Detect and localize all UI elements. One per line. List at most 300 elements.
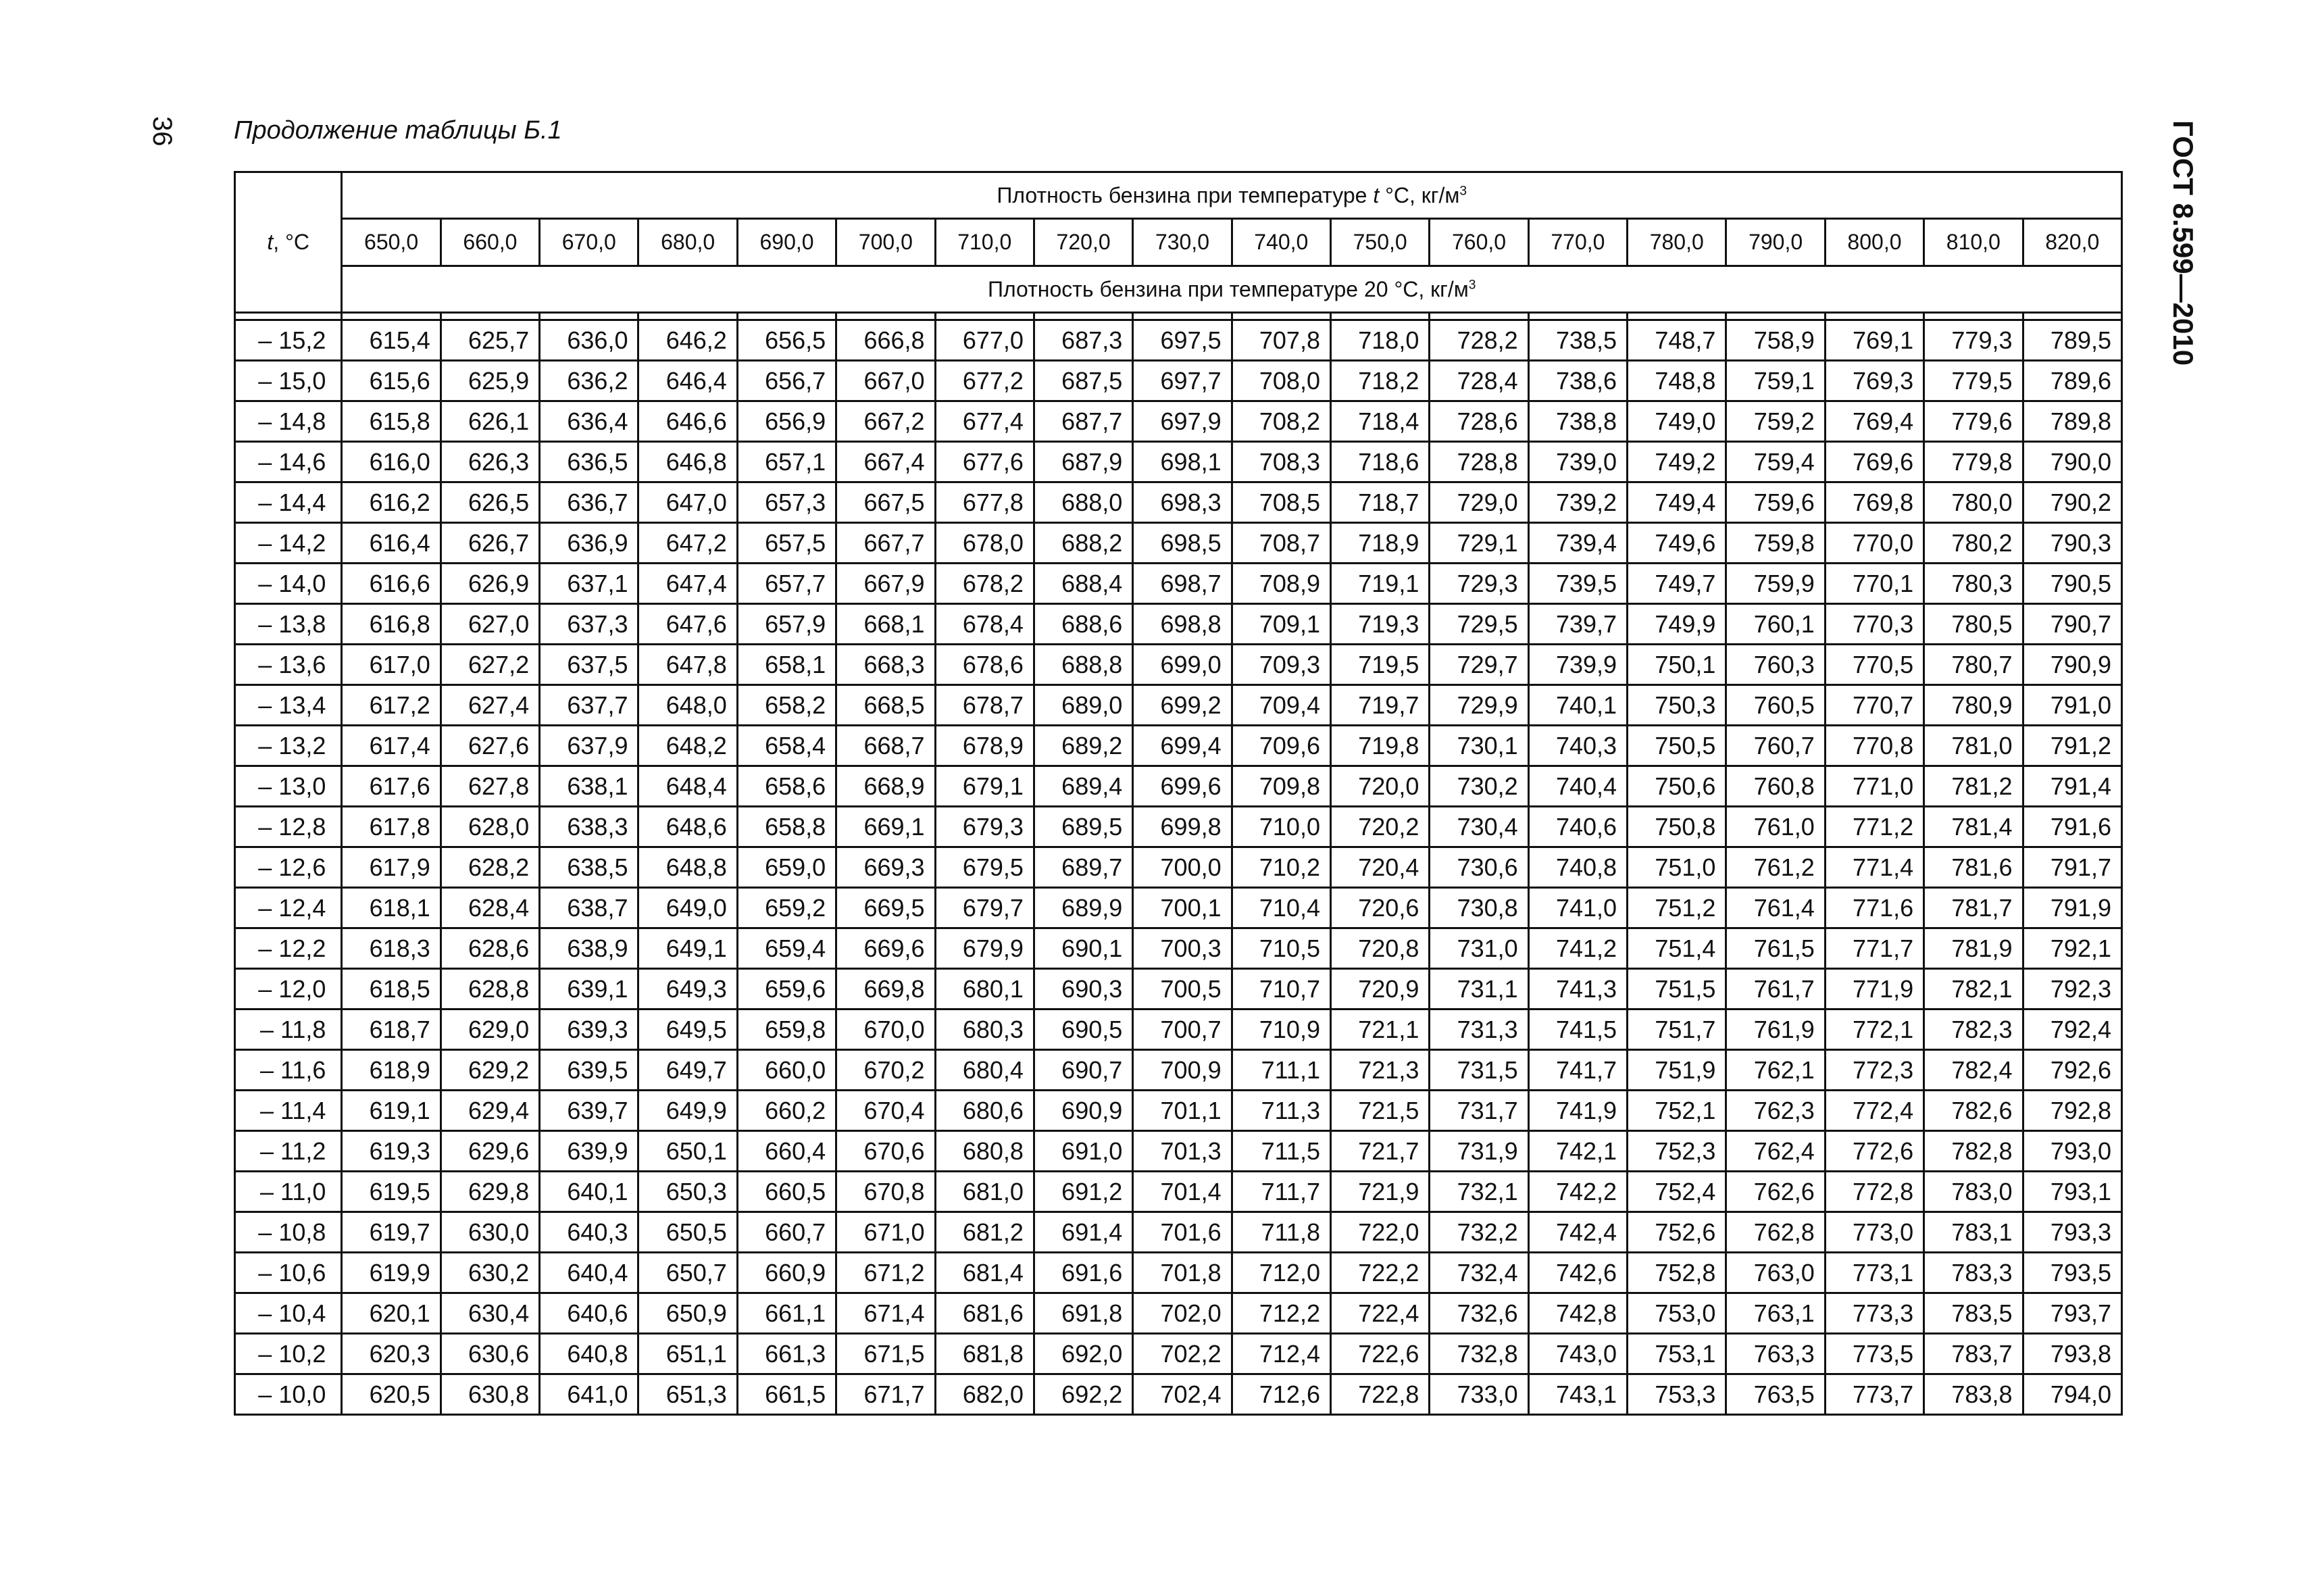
density-cell: 630,4 xyxy=(441,1293,539,1334)
density-cell: 682,0 xyxy=(935,1374,1034,1415)
header-bottom-unit-exp: 3 xyxy=(1468,277,1476,292)
density-cell: 615,8 xyxy=(342,401,441,442)
density-cell: 699,0 xyxy=(1133,645,1232,685)
density-cell: 793,1 xyxy=(2023,1172,2122,1212)
density-cell: 794,0 xyxy=(2023,1374,2122,1415)
density-cell: 680,8 xyxy=(935,1131,1034,1172)
density-cell: 620,3 xyxy=(342,1334,441,1374)
table-row xyxy=(235,766,2122,807)
density-cell: 688,6 xyxy=(1034,604,1132,645)
density-cell: 780,3 xyxy=(1924,564,2023,604)
density-cell: 792,8 xyxy=(2023,1091,2122,1131)
density-cell: 710,7 xyxy=(1232,969,1330,1009)
density-cell: 782,8 xyxy=(1924,1131,2023,1172)
density-cell: 659,8 xyxy=(737,1009,836,1050)
density-cell: 619,5 xyxy=(342,1172,441,1212)
density-cell: 719,7 xyxy=(1330,685,1429,726)
density-cell: 771,9 xyxy=(1825,969,1923,1009)
density-cell: 721,3 xyxy=(1330,1050,1429,1091)
density-columns-row xyxy=(235,219,2122,266)
density-cell: 779,6 xyxy=(1924,401,2023,442)
density-cell: 789,5 xyxy=(2023,320,2122,361)
density-cell: 772,1 xyxy=(1825,1009,1923,1050)
temperature-cell: – 14,4 xyxy=(235,482,342,523)
density-cell: 628,0 xyxy=(441,807,539,847)
table-caption: Продолжение таблицы Б.1 xyxy=(234,116,562,145)
density-cell: 771,4 xyxy=(1825,847,1923,888)
density-cell: 721,7 xyxy=(1330,1131,1429,1172)
density-cell: 781,7 xyxy=(1924,888,2023,928)
density-cell: 751,2 xyxy=(1628,888,1726,928)
temperature-cell: – 13,6 xyxy=(235,645,342,685)
density-cell: 710,9 xyxy=(1232,1009,1330,1050)
density-cell: 782,6 xyxy=(1924,1091,2023,1131)
temperature-cell: – 11,6 xyxy=(235,1050,342,1091)
density-cell: 779,5 xyxy=(1924,361,2023,401)
density-cell: 638,7 xyxy=(540,888,638,928)
density-cell: 690,7 xyxy=(1034,1050,1132,1091)
density-cell: 626,9 xyxy=(441,564,539,604)
density-cell: 627,2 xyxy=(441,645,539,685)
density-cell: 781,4 xyxy=(1924,807,2023,847)
gap-cell xyxy=(1034,313,1132,320)
temperature-cell: – 12,2 xyxy=(235,928,342,969)
gap-cell xyxy=(737,313,836,320)
density-cell: 739,4 xyxy=(1528,523,1627,564)
density-cell: 691,4 xyxy=(1034,1212,1132,1253)
density-cell: 749,7 xyxy=(1628,564,1726,604)
density-cell: 789,8 xyxy=(2023,401,2122,442)
density-cell: 790,3 xyxy=(2023,523,2122,564)
density-cell: 791,6 xyxy=(2023,807,2122,847)
density-cell: 669,8 xyxy=(836,969,935,1009)
density-cell: 789,6 xyxy=(2023,361,2122,401)
gap-cell xyxy=(342,313,441,320)
density-cell: 616,8 xyxy=(342,604,441,645)
density-cell: 771,2 xyxy=(1825,807,1923,847)
density-cell: 731,1 xyxy=(1430,969,1528,1009)
density-cell: 732,6 xyxy=(1430,1293,1528,1334)
density-cell: 710,2 xyxy=(1232,847,1330,888)
density-cell: 783,8 xyxy=(1924,1374,2023,1415)
temperature-cell: – 15,0 xyxy=(235,361,342,401)
density-cell: 783,3 xyxy=(1924,1253,2023,1293)
density-cell: 699,4 xyxy=(1133,726,1232,766)
temperature-cell: – 10,4 xyxy=(235,1293,342,1334)
density-cell: 629,0 xyxy=(441,1009,539,1050)
temperature-cell: – 12,4 xyxy=(235,888,342,928)
density-cell: 656,9 xyxy=(737,401,836,442)
density-column-header: 790,0 xyxy=(1726,219,1825,266)
density-cell: 732,2 xyxy=(1430,1212,1528,1253)
density-cell: 761,0 xyxy=(1726,807,1825,847)
density-cell: 780,7 xyxy=(1924,645,2023,685)
density-cell: 666,8 xyxy=(836,320,935,361)
density-cell: 616,6 xyxy=(342,564,441,604)
density-cell: 780,2 xyxy=(1924,523,2023,564)
density-cell: 646,4 xyxy=(638,361,737,401)
density-cell: 718,6 xyxy=(1330,442,1429,482)
density-cell: 638,5 xyxy=(540,847,638,888)
density-cell: 647,0 xyxy=(638,482,737,523)
density-cell: 698,1 xyxy=(1133,442,1232,482)
temperature-cell: – 13,8 xyxy=(235,604,342,645)
density-cell: 657,7 xyxy=(737,564,836,604)
density-cell: 732,8 xyxy=(1430,1334,1528,1374)
gap-cell xyxy=(1232,313,1330,320)
density-cell: 648,8 xyxy=(638,847,737,888)
density-cell: 741,2 xyxy=(1528,928,1627,969)
density-cell: 670,0 xyxy=(836,1009,935,1050)
gap-cell xyxy=(441,313,539,320)
density-cell: 617,9 xyxy=(342,847,441,888)
density-cell: 753,3 xyxy=(1628,1374,1726,1415)
density-cell: 730,4 xyxy=(1430,807,1528,847)
header-bottom xyxy=(342,266,2122,313)
table-row xyxy=(235,1293,2122,1334)
density-cell: 629,6 xyxy=(441,1131,539,1172)
density-cell: 678,7 xyxy=(935,685,1034,726)
density-cell: 748,8 xyxy=(1628,361,1726,401)
density-cell: 660,2 xyxy=(737,1091,836,1131)
density-cell: 731,9 xyxy=(1430,1131,1528,1172)
gap-cell xyxy=(540,313,638,320)
table-row xyxy=(235,1050,2122,1091)
density-cell: 710,4 xyxy=(1232,888,1330,928)
density-cell: 738,8 xyxy=(1528,401,1627,442)
density-cell: 762,8 xyxy=(1726,1212,1825,1253)
density-cell: 680,4 xyxy=(935,1050,1034,1091)
density-cell: 681,2 xyxy=(935,1212,1034,1253)
density-cell: 743,0 xyxy=(1528,1334,1627,1374)
density-cell: 790,0 xyxy=(2023,442,2122,482)
table-row xyxy=(235,604,2122,645)
table-row xyxy=(235,1009,2122,1050)
density-cell: 616,0 xyxy=(342,442,441,482)
density-cell: 618,1 xyxy=(342,888,441,928)
density-cell: 773,5 xyxy=(1825,1334,1923,1374)
density-cell: 667,7 xyxy=(836,523,935,564)
density-cell: 701,3 xyxy=(1133,1131,1232,1172)
density-cell: 626,1 xyxy=(441,401,539,442)
density-cell: 700,9 xyxy=(1133,1050,1232,1091)
density-cell: 701,1 xyxy=(1133,1091,1232,1131)
density-cell: 749,6 xyxy=(1628,523,1726,564)
table-row xyxy=(235,1334,2122,1374)
density-cell: 659,4 xyxy=(737,928,836,969)
density-cell: 651,3 xyxy=(638,1374,737,1415)
density-cell: 656,7 xyxy=(737,361,836,401)
table-row xyxy=(235,1374,2122,1415)
density-cell: 791,0 xyxy=(2023,685,2122,726)
density-cell: 738,5 xyxy=(1528,320,1627,361)
density-cell: 773,7 xyxy=(1825,1374,1923,1415)
density-column-header: 780,0 xyxy=(1628,219,1726,266)
table-row xyxy=(235,1091,2122,1131)
gap-cell xyxy=(1628,313,1726,320)
density-cell: 678,2 xyxy=(935,564,1034,604)
density-cell: 782,1 xyxy=(1924,969,2023,1009)
density-cell: 709,1 xyxy=(1232,604,1330,645)
density-cell: 668,5 xyxy=(836,685,935,726)
density-cell: 649,7 xyxy=(638,1050,737,1091)
density-cell: 681,4 xyxy=(935,1253,1034,1293)
density-cell: 712,4 xyxy=(1232,1334,1330,1374)
density-column-header: 740,0 xyxy=(1232,219,1330,266)
density-cell: 669,6 xyxy=(836,928,935,969)
density-cell: 771,6 xyxy=(1825,888,1923,928)
density-cell: 661,3 xyxy=(737,1334,836,1374)
density-cell: 677,4 xyxy=(935,401,1034,442)
density-cell: 782,4 xyxy=(1924,1050,2023,1091)
density-cell: 728,2 xyxy=(1430,320,1528,361)
density-column-header: 650,0 xyxy=(342,219,441,266)
density-cell: 742,2 xyxy=(1528,1172,1627,1212)
density-cell: 708,5 xyxy=(1232,482,1330,523)
density-cell: 722,2 xyxy=(1330,1253,1429,1293)
density-cell: 646,6 xyxy=(638,401,737,442)
density-column-header: 700,0 xyxy=(836,219,935,266)
gap-cell xyxy=(1825,313,1923,320)
gap-cell xyxy=(836,313,935,320)
density-cell: 628,4 xyxy=(441,888,539,928)
gap-cell xyxy=(1924,313,2023,320)
density-cell: 740,3 xyxy=(1528,726,1627,766)
density-cell: 626,3 xyxy=(441,442,539,482)
density-cell: 783,1 xyxy=(1924,1212,2023,1253)
density-cell: 667,4 xyxy=(836,442,935,482)
density-cell: 647,8 xyxy=(638,645,737,685)
density-cell: 750,3 xyxy=(1628,685,1726,726)
density-cell: 692,2 xyxy=(1034,1374,1132,1415)
density-cell: 783,7 xyxy=(1924,1334,2023,1374)
temperature-cell: – 12,6 xyxy=(235,847,342,888)
density-cell: 769,8 xyxy=(1825,482,1923,523)
density-cell: 751,7 xyxy=(1628,1009,1726,1050)
density-cell: 752,4 xyxy=(1628,1172,1726,1212)
density-cell: 742,6 xyxy=(1528,1253,1627,1293)
density-cell: 627,8 xyxy=(441,766,539,807)
density-column-header: 770,0 xyxy=(1528,219,1627,266)
density-column-header: 720,0 xyxy=(1034,219,1132,266)
density-cell: 647,2 xyxy=(638,523,737,564)
density-cell: 780,5 xyxy=(1924,604,2023,645)
density-cell: 619,1 xyxy=(342,1091,441,1131)
density-cell: 651,1 xyxy=(638,1334,737,1374)
density-cell: 730,6 xyxy=(1430,847,1528,888)
density-cell: 739,5 xyxy=(1528,564,1627,604)
density-cell: 792,1 xyxy=(2023,928,2122,969)
temperature-cell: – 13,0 xyxy=(235,766,342,807)
temperature-cell: – 15,2 xyxy=(235,320,342,361)
density-cell: 617,0 xyxy=(342,645,441,685)
density-cell: 732,4 xyxy=(1430,1253,1528,1293)
density-cell: 783,5 xyxy=(1924,1293,2023,1334)
density-cell: 667,2 xyxy=(836,401,935,442)
density-cell: 721,9 xyxy=(1330,1172,1429,1212)
temperature-cell: – 10,6 xyxy=(235,1253,342,1293)
density-cell: 649,1 xyxy=(638,928,737,969)
density-cell: 629,2 xyxy=(441,1050,539,1091)
density-cell: 697,5 xyxy=(1133,320,1232,361)
density-cell: 752,1 xyxy=(1628,1091,1726,1131)
table-row xyxy=(235,442,2122,482)
density-cell: 742,8 xyxy=(1528,1293,1627,1334)
density-cell: 699,6 xyxy=(1133,766,1232,807)
density-cell: 618,7 xyxy=(342,1009,441,1050)
density-cell: 627,4 xyxy=(441,685,539,726)
temperature-cell: – 14,2 xyxy=(235,523,342,564)
density-cell: 671,7 xyxy=(836,1374,935,1415)
density-cell: 617,2 xyxy=(342,685,441,726)
density-cell: 678,9 xyxy=(935,726,1034,766)
density-cell: 647,4 xyxy=(638,564,737,604)
density-cell: 687,3 xyxy=(1034,320,1132,361)
density-cell: 707,8 xyxy=(1232,320,1330,361)
density-cell: 791,7 xyxy=(2023,847,2122,888)
density-cell: 710,0 xyxy=(1232,807,1330,847)
density-cell: 620,1 xyxy=(342,1293,441,1334)
density-cell: 677,0 xyxy=(935,320,1034,361)
density-cell: 740,4 xyxy=(1528,766,1627,807)
header-top-text: Плотность бензина при температуре t °C, кг/м xyxy=(997,182,1460,207)
density-cell: 627,0 xyxy=(441,604,539,645)
density-cell: 738,6 xyxy=(1528,361,1627,401)
density-cell: 758,9 xyxy=(1726,320,1825,361)
temperature-cell: – 11,4 xyxy=(235,1091,342,1131)
density-cell: 782,3 xyxy=(1924,1009,2023,1050)
page-number: 36 xyxy=(147,116,177,147)
density-cell: 730,1 xyxy=(1430,726,1528,766)
density-column-header: 680,0 xyxy=(638,219,737,266)
density-cell: 770,0 xyxy=(1825,523,1923,564)
density-cell: 741,5 xyxy=(1528,1009,1627,1050)
temperature-cell: – 14,8 xyxy=(235,401,342,442)
density-cell: 615,6 xyxy=(342,361,441,401)
density-cell: 760,5 xyxy=(1726,685,1825,726)
density-cell: 763,1 xyxy=(1726,1293,1825,1334)
density-cell: 711,3 xyxy=(1232,1091,1330,1131)
density-cell: 690,1 xyxy=(1034,928,1132,969)
table-row xyxy=(235,320,2122,361)
table-row xyxy=(235,523,2122,564)
density-cell: 770,5 xyxy=(1825,645,1923,685)
density-cell: 711,7 xyxy=(1232,1172,1330,1212)
density-cell: 658,1 xyxy=(737,645,836,685)
density-cell: 753,0 xyxy=(1628,1293,1726,1334)
density-cell: 679,9 xyxy=(935,928,1034,969)
density-cell: 698,5 xyxy=(1133,523,1232,564)
density-cell: 722,6 xyxy=(1330,1334,1429,1374)
density-cell: 658,6 xyxy=(737,766,836,807)
density-cell: 730,8 xyxy=(1430,888,1528,928)
density-cell: 759,8 xyxy=(1726,523,1825,564)
density-cell: 640,1 xyxy=(540,1172,638,1212)
gap-cell xyxy=(638,313,737,320)
density-cell: 630,2 xyxy=(441,1253,539,1293)
density-cell: 793,7 xyxy=(2023,1293,2122,1334)
density-cell: 626,5 xyxy=(441,482,539,523)
density-cell: 689,5 xyxy=(1034,807,1132,847)
density-cell: 650,9 xyxy=(638,1293,737,1334)
density-cell: 771,7 xyxy=(1825,928,1923,969)
density-cell: 791,4 xyxy=(2023,766,2122,807)
density-cell: 781,0 xyxy=(1924,726,2023,766)
table-row xyxy=(235,685,2122,726)
density-cell: 781,9 xyxy=(1924,928,2023,969)
density-cell: 671,4 xyxy=(836,1293,935,1334)
density-cell: 670,8 xyxy=(836,1172,935,1212)
density-cell: 646,8 xyxy=(638,442,737,482)
density-cell: 711,5 xyxy=(1232,1131,1330,1172)
density-cell: 650,5 xyxy=(638,1212,737,1253)
density-cell: 770,8 xyxy=(1825,726,1923,766)
density-cell: 639,1 xyxy=(540,969,638,1009)
density-cell: 691,8 xyxy=(1034,1293,1132,1334)
density-cell: 660,4 xyxy=(737,1131,836,1172)
density-cell: 751,5 xyxy=(1628,969,1726,1009)
density-cell: 728,6 xyxy=(1430,401,1528,442)
density-cell: 720,9 xyxy=(1330,969,1429,1009)
density-cell: 780,0 xyxy=(1924,482,2023,523)
density-cell: 762,4 xyxy=(1726,1131,1825,1172)
density-cell: 731,0 xyxy=(1430,928,1528,969)
density-cell: 790,2 xyxy=(2023,482,2122,523)
density-cell: 762,6 xyxy=(1726,1172,1825,1212)
density-cell: 749,4 xyxy=(1628,482,1726,523)
density-cell: 640,4 xyxy=(540,1253,638,1293)
density-cell: 637,1 xyxy=(540,564,638,604)
density-cell: 648,2 xyxy=(638,726,737,766)
temperature-cell: – 12,0 xyxy=(235,969,342,1009)
density-cell: 626,7 xyxy=(441,523,539,564)
density-cell: 771,0 xyxy=(1825,766,1923,807)
density-cell: 680,6 xyxy=(935,1091,1034,1131)
density-cell: 722,8 xyxy=(1330,1374,1429,1415)
density-cell: 679,3 xyxy=(935,807,1034,847)
density-cell: 770,1 xyxy=(1825,564,1923,604)
density-cell: 701,6 xyxy=(1133,1212,1232,1253)
density-cell: 791,9 xyxy=(2023,888,2122,928)
density-cell: 669,1 xyxy=(836,807,935,847)
density-cell: 688,8 xyxy=(1034,645,1132,685)
density-cell: 618,3 xyxy=(342,928,441,969)
density-cell: 639,9 xyxy=(540,1131,638,1172)
density-cell: 687,7 xyxy=(1034,401,1132,442)
density-cell: 657,1 xyxy=(737,442,836,482)
density-cell: 630,0 xyxy=(441,1212,539,1253)
table-row xyxy=(235,564,2122,604)
density-cell: 790,9 xyxy=(2023,645,2122,685)
density-cell: 636,0 xyxy=(540,320,638,361)
density-cell: 628,6 xyxy=(441,928,539,969)
density-cell: 689,7 xyxy=(1034,847,1132,888)
density-cell: 720,8 xyxy=(1330,928,1429,969)
density-cell: 740,1 xyxy=(1528,685,1627,726)
table-row xyxy=(235,482,2122,523)
density-cell: 708,3 xyxy=(1232,442,1330,482)
density-cell: 731,7 xyxy=(1430,1091,1528,1131)
density-cell: 751,0 xyxy=(1628,847,1726,888)
density-cell: 729,1 xyxy=(1430,523,1528,564)
temperature-cell: – 13,4 xyxy=(235,685,342,726)
density-column-header: 690,0 xyxy=(737,219,836,266)
density-cell: 750,8 xyxy=(1628,807,1726,847)
gap-cell xyxy=(1528,313,1627,320)
density-cell: 649,0 xyxy=(638,888,737,928)
gap-cell xyxy=(1330,313,1429,320)
density-cell: 677,6 xyxy=(935,442,1034,482)
